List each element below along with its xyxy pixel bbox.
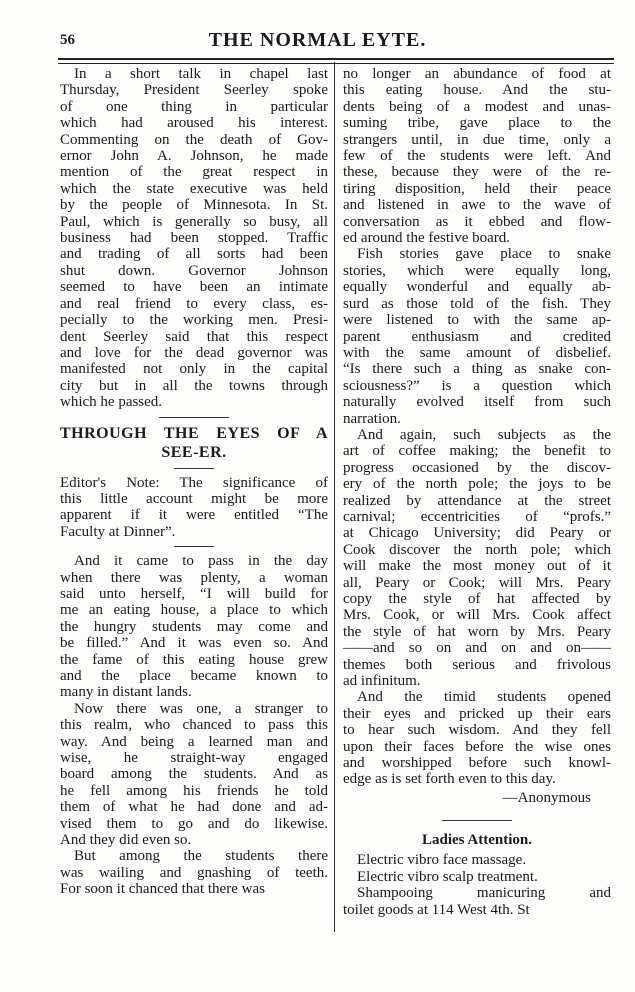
text-line: Faculty at Dinner”. <box>60 523 176 540</box>
column-divider <box>334 62 335 932</box>
text-line: all, Peary or Cook; will Mrs. Peary <box>343 574 611 591</box>
text-line: this little account might be more <box>60 490 328 507</box>
text-line: narration. <box>343 410 401 427</box>
editors-note <box>60 475 328 541</box>
text-line: apparent if it were entitled “The <box>60 507 328 524</box>
text-line: And they did even so. <box>60 832 192 849</box>
text-line: stories, which were equally long, <box>343 262 611 279</box>
text-line: and the place became known to <box>60 668 328 684</box>
text-line: when there was plenty, a woman <box>60 569 328 586</box>
text-line: of one thing in particular <box>60 98 328 115</box>
text-line: Cook discover the north pole; which <box>343 541 611 558</box>
text-line: business had been stopped. Traffic <box>60 230 328 247</box>
text-line: and listened in awe to the wave of <box>343 197 611 214</box>
paragraph <box>343 689 611 787</box>
text-line: ad infinitum. <box>343 673 421 690</box>
text-line: board among the students. And as <box>60 766 328 783</box>
text-line: manifested not only in the capital <box>60 361 328 378</box>
text-line: wise, he straight-way engaged <box>60 750 328 767</box>
text-line: many in distant lands. <box>60 684 192 701</box>
text-line: which he passed. <box>60 394 163 411</box>
text-line: way. And being a learned man and <box>60 733 328 750</box>
text-line: and real friend to every class, es- <box>60 295 328 312</box>
masthead-title: THE NORMAL EYTE. <box>208 29 427 51</box>
text-line: sciousness?” is a question which <box>343 377 611 394</box>
text-line: city but in all the towns through <box>60 377 328 394</box>
text-line: For soon it chanced that there was <box>60 881 265 898</box>
text-line: this eating house. And the stu- <box>343 82 611 99</box>
text-line: parent enthusiasm and credited <box>343 328 611 345</box>
text-line: were listened to with the same ap- <box>343 312 611 329</box>
text-line: these, because they were of the re- <box>343 164 611 181</box>
text-line: to hear such wisdom. And they fell <box>343 722 611 739</box>
text-line: ery of the north pole; the joys to be <box>343 476 611 493</box>
text-line: the hungry students may come and <box>60 618 328 635</box>
article-right-column <box>343 66 611 788</box>
text-line: “Is there such a thing as snake con- <box>343 361 611 378</box>
text-line: Mrs. Cook, or will Mrs. Cook affect <box>343 607 611 624</box>
text-line: themes both serious and frivolous <box>343 656 611 673</box>
text-line: ——and so on and on and on—— <box>343 640 611 657</box>
text-line: dents being of a modest and unas- <box>343 98 611 115</box>
page-number: 56 <box>60 32 75 48</box>
section-rule <box>174 468 214 469</box>
text-line: edge as is set forth even to this day. <box>343 771 556 788</box>
paragraph <box>60 848 328 897</box>
text-line: them of what he had done and ad- <box>60 799 328 816</box>
text-line: But among the students there <box>74 848 328 865</box>
text-line: In a short talk in chapel last <box>74 66 328 82</box>
text-line: at Chicago University; did Peary or <box>343 525 611 542</box>
text-line: said unto herself, “I will build for <box>60 585 328 602</box>
heading-line: SEE-ER. <box>161 443 227 461</box>
heading-line: THROUGH THE EYES OF A <box>60 424 328 442</box>
text-line: and love for the dead governor was <box>60 344 328 361</box>
text-line: surd as those told of the fish. They <box>343 295 611 312</box>
text-line: which the state executive was held <box>60 180 328 197</box>
section-rule <box>159 417 229 418</box>
advert-heading: Ladies Attention. <box>421 832 532 849</box>
paragraph <box>60 553 328 701</box>
article-signature: —Anonymous <box>502 789 591 806</box>
text-line: me an eating house, a place to which <box>60 602 328 619</box>
text-line: suming tribe, gave place to the <box>343 115 611 132</box>
text-line: upon their faces before the wise ones <box>343 738 611 755</box>
text-line: and worshipped before such knowl- <box>343 755 611 772</box>
text-line: Fish stories gave place to snake <box>357 246 611 263</box>
text-line: equally wonderful and equally ab- <box>343 279 611 296</box>
text-line: And again, such subjects as the <box>357 426 611 443</box>
text-line: Electric vibro scalp treatment. <box>357 868 538 885</box>
text-line: art of coffee making; the benefit to <box>343 443 611 460</box>
text-line: he fell among his friends he told <box>60 782 328 799</box>
text-line: tiring disposition, held their peace <box>343 180 611 197</box>
text-line: their eyes and pricked up their ears <box>343 705 611 722</box>
text-line: was wailing and gnashing of teeth. <box>60 864 328 881</box>
text-line: mention of the great respect in <box>60 164 328 181</box>
text-line: and trading of all sorts had been <box>60 246 328 263</box>
advert-body <box>343 852 611 918</box>
text-line: And the timid students opened <box>357 689 611 706</box>
text-line: no longer an abundance of food at <box>343 66 611 82</box>
article-heading <box>60 424 328 462</box>
paragraph <box>60 701 328 849</box>
text-line: which had aroused his interest. <box>60 115 328 132</box>
text-line: realized by attendance at the street <box>343 492 611 509</box>
text-line: shut down. Governor Johnson <box>60 262 328 279</box>
text-line: copy the style of hat affected by <box>343 591 611 607</box>
article-left-column <box>60 553 328 898</box>
text-line: vised them to go and do likewise. <box>60 815 328 832</box>
text-line: will make the most money out of it <box>343 558 611 575</box>
header-rule <box>58 58 614 64</box>
text-line: be filled.” And it was even so. And <box>60 635 328 652</box>
text-line: by the people of Minnesota. In St. <box>60 197 328 214</box>
text-line: with the same amount of disbelief. <box>343 344 611 361</box>
text-line: Now there was one, a stranger to <box>74 700 328 717</box>
paragraph <box>343 66 611 246</box>
text-line: Thursday, President Seerley spoke <box>60 82 328 99</box>
text-line: this realm, who chanced to pass this <box>60 717 328 734</box>
text-line: toilet goods at 114 West 4th. St <box>343 901 530 918</box>
text-line: Electric vibro face massage. <box>357 852 527 869</box>
paragraph <box>343 246 611 426</box>
text-line: And it came to pass in the day <box>74 553 328 570</box>
text-line: dent Seerley said that this respect <box>60 328 328 345</box>
text-line: strangers until, in due time, only a <box>343 131 611 148</box>
section-rule <box>442 820 512 821</box>
text-line: seemed to have been an intimate <box>60 279 328 296</box>
text-line: progress occasioned by the discov- <box>343 459 611 476</box>
chapel-talk-article <box>60 66 328 411</box>
text-line: naturally evolved itself from such <box>343 394 611 411</box>
text-line: Paul, which is generally so busy, all <box>60 213 328 230</box>
text-line: pecially to the working men. Presi- <box>60 312 328 329</box>
paragraph <box>343 427 611 690</box>
text-line: Commenting on the death of Gov- <box>60 131 328 148</box>
text-line: carnival; eccentricities of “profs.” <box>343 508 611 525</box>
left-column <box>60 66 328 898</box>
text-line: few of the students were left. And <box>343 148 611 165</box>
text-line: the style of hat worn by Mrs. Peary <box>343 623 611 640</box>
section-rule <box>174 546 214 547</box>
text-line: the fame of this eating house grew <box>60 651 328 668</box>
paragraph <box>60 66 328 411</box>
text-line: Shampooing manicuring and <box>357 885 611 902</box>
text-line: Editor's Note: The significance of <box>60 474 328 491</box>
text-line: ed around the festive board. <box>343 230 511 247</box>
right-column <box>343 66 611 918</box>
text-line: ernor John A. Johnson, he made <box>60 148 328 165</box>
text-line: conversation as it ebbed and flow- <box>343 213 611 230</box>
